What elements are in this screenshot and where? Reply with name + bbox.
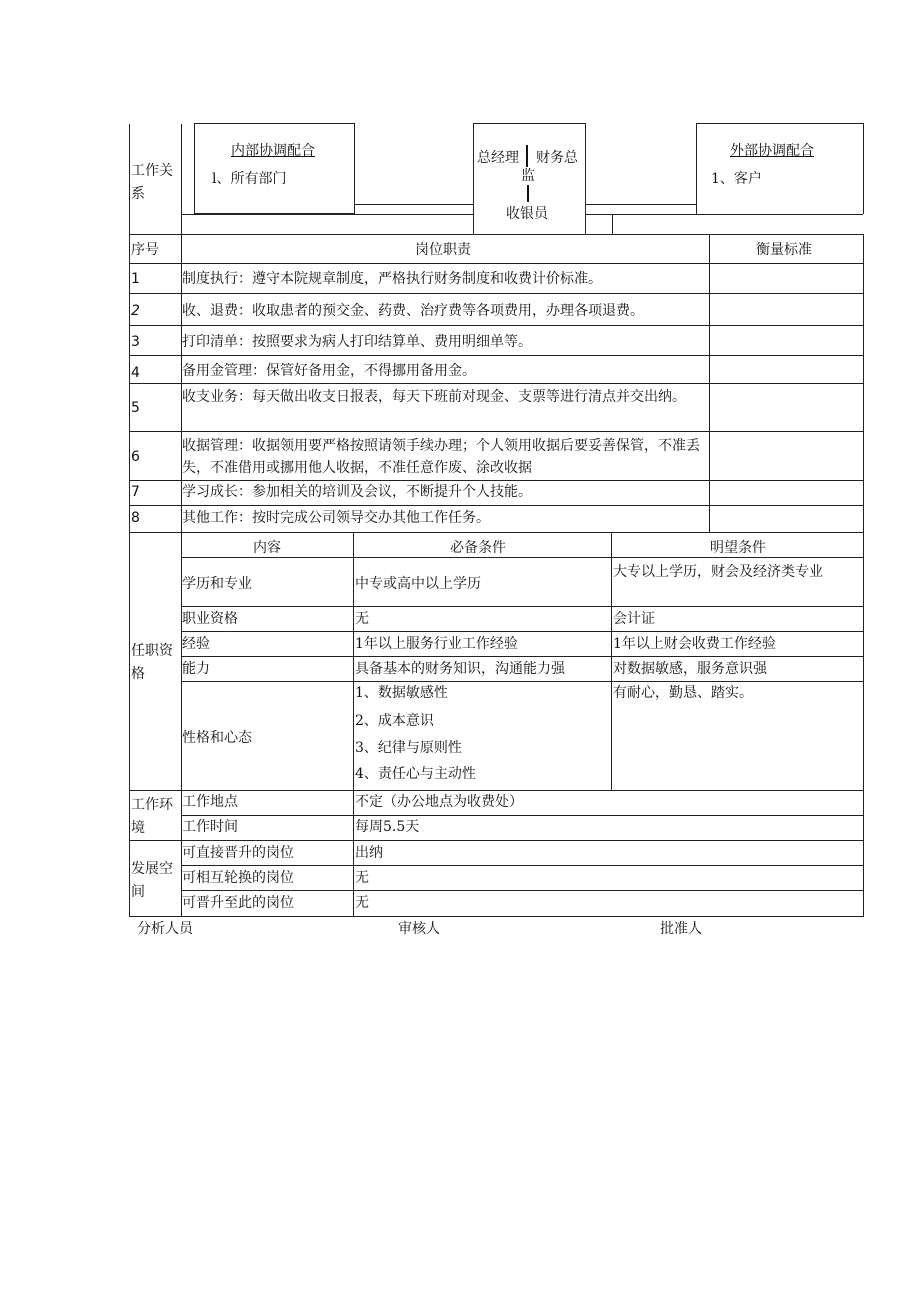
duty-row-text: 打印清单：按照要求为病人打印结算单、费用明细单等。 — [182, 334, 532, 350]
duty-row-no: 1 — [131, 271, 140, 287]
qual-header-preferred: 明望条件 — [710, 540, 766, 556]
qual-personality-preferred: 有耐心，勤恳、踏实。 — [613, 685, 753, 701]
table-right-border — [863, 234, 864, 916]
env-place-value: 不定（办公地点为收费处） — [355, 794, 523, 810]
qual-bottom-line — [129, 790, 864, 791]
signature-analyst: 分析人员 — [137, 921, 193, 937]
duty-row-no: 4 — [131, 365, 140, 381]
qual-ability-preferred: 对数据敏感，服务意识强 — [613, 661, 767, 677]
qual-line-0 — [181, 557, 863, 558]
org-divider-bar — [526, 145, 528, 167]
org-cashier-clip — [474, 205, 584, 222]
qual-ability-required: 具备基本的财务知识，沟通能力强 — [355, 661, 565, 677]
qualifications-label: 任职资格 — [131, 643, 173, 682]
duty-line-2 — [129, 325, 864, 326]
qual-exp-required: 1年以上服务行业工作经验 — [355, 636, 518, 652]
duty-line-8 — [129, 532, 864, 533]
duty-row-text: 其他工作：按时完成公司领导交办其他工作任务。 — [182, 510, 490, 526]
qual-cert-preferred: 会计证 — [613, 611, 655, 627]
table-bottom-border — [129, 916, 864, 917]
qual-header-content: 内容 — [253, 540, 281, 556]
external-coordination-title: 外部协调配合 — [730, 143, 814, 159]
duty-line-4 — [129, 383, 864, 384]
qual-line-4 — [181, 681, 863, 682]
org-finance-director: 财务总 — [536, 150, 578, 166]
dev-promote-value: 出纳 — [355, 845, 383, 861]
environment-label: 工作环境 — [131, 797, 173, 836]
qual-line-1 — [181, 606, 863, 607]
table-left-border — [129, 124, 130, 916]
duties-header-duty: 岗位职责 — [415, 242, 471, 258]
duty-row-no: 7 — [131, 484, 140, 500]
qual-line-2 — [181, 631, 863, 632]
signature-reviewer: 审核人 — [398, 921, 440, 937]
dev-rotate-label: 可相互轮换的岗位 — [182, 870, 294, 886]
duty-line-7 — [129, 505, 864, 506]
duty-line-1 — [129, 293, 864, 294]
development-label: 发展空间 — [131, 861, 173, 900]
qual-line-3 — [181, 656, 863, 657]
qual-personality-item: 1、数据敏感性 — [355, 685, 448, 701]
qual-cert-label: 职业资格 — [182, 611, 238, 627]
duty-row-no: 8 — [131, 510, 140, 526]
env-time-value: 每周5.5天 — [355, 819, 420, 835]
signature-approver: 批准人 — [660, 921, 702, 937]
org-cashier: 收银员 — [506, 206, 548, 222]
dev-from-label: 可晋升至此的岗位 — [182, 895, 294, 911]
env-time-label: 工作时间 — [182, 819, 238, 835]
duty-line-5 — [129, 431, 864, 432]
env-place-label: 工作地点 — [182, 794, 238, 810]
dev-from-value: 无 — [355, 895, 369, 911]
internal-box-bottom — [194, 213, 354, 214]
qual-personality-item: 3、纪律与原则性 — [355, 740, 462, 756]
duty-line-6 — [129, 480, 864, 481]
org-vertical-connector — [527, 185, 529, 202]
org-general-manager: 总经理 — [477, 150, 519, 166]
duty-row-text: 收、退费：收取患者的预交金、药费、治疗费等各项费用，办理各项退费。 — [182, 303, 644, 319]
duties-header-standard: 衡量标准 — [756, 242, 812, 258]
external-coordination-item: 1、客户 — [711, 171, 762, 187]
qual-personality-item: 4、责任心与主动性 — [355, 766, 476, 782]
env-bottom-line — [129, 840, 864, 841]
qual-required-divider — [611, 532, 612, 790]
qual-education-required: 中专或高中以上学历 — [355, 576, 481, 592]
env-line-0 — [181, 815, 863, 816]
duty-row-text: 收支业务：每天做出收支日报表，每天下班前对现金、支票等进行清点并交出纳。 — [182, 389, 686, 405]
qual-header-required: 必备条件 — [450, 540, 506, 556]
qual-ability-label: 能力 — [182, 661, 210, 677]
internal-coordination-title: 内部协调配合 — [231, 143, 315, 159]
relations-inner-divider — [612, 214, 613, 234]
dev-rotate-value: 无 — [355, 870, 369, 886]
qual-cert-required: 无 — [355, 611, 369, 627]
duty-row-text: 备用金管理：保管好备用金，不得挪用备用金。 — [182, 363, 476, 379]
duty-row-no: 2 — [131, 303, 140, 319]
duty-line-0 — [129, 263, 864, 264]
qual-exp-label: 经验 — [182, 636, 210, 652]
duty-row-no: 3 — [131, 334, 140, 350]
duty-row-text: 制度执行：遵守本院规章制度，严格执行财务制度和收费计价标准。 — [182, 271, 602, 287]
connector-line-left — [354, 204, 473, 205]
internal-coordination-box — [194, 123, 355, 214]
qual-education-label: 学历和专业 — [182, 576, 252, 592]
duty-row-no: 6 — [131, 449, 140, 465]
qual-personality-item: 2、成本意识 — [355, 713, 434, 729]
relations-label-divider — [181, 124, 182, 234]
internal-coordination-item: l、所有部门 — [212, 171, 287, 187]
dev-promote-label: 可直接晋升的岗位 — [182, 845, 294, 861]
relations-label: 工作关系 — [131, 163, 173, 202]
connector-line-right — [585, 204, 696, 205]
qual-personality-label: 性格和心态 — [182, 730, 252, 746]
qual-exp-preferred: 1年以上财会收费工作经验 — [613, 636, 776, 652]
duty-row-text: 学习成长：参加相关的培训及会议，不断提升个人技能。 — [182, 484, 532, 500]
duty-line-3 — [129, 355, 864, 356]
external-coordination-box — [696, 123, 864, 214]
duty-row-no: 5 — [131, 400, 140, 416]
dev-line-1 — [181, 890, 863, 891]
duty-row-text: 收据管理：收据领用要严格按照请领手续办理；个人领用收据后要妥善保管，不准丢失，不准借用或挪用他人收据，不准任意作废、涂改收据 — [182, 438, 700, 476]
duties-header-no: 序号 — [131, 242, 159, 258]
qual-education-preferred: 大专以上学历，财会及经济类专业 — [613, 564, 823, 580]
qual-content-divider — [353, 532, 354, 916]
org-finance-director-cont: 监 — [521, 168, 535, 184]
dev-line-0 — [181, 865, 863, 866]
